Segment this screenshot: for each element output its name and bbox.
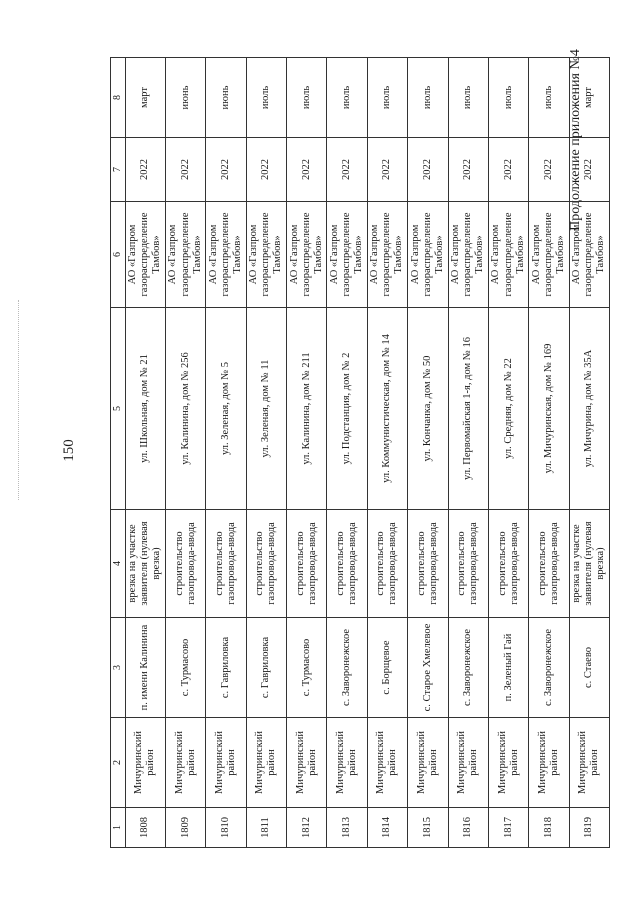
- address-cell: ул. Кончанка, дом № 50: [408, 308, 448, 510]
- organization-cell: АО «Газпром газораспределение Тамбов»: [367, 202, 407, 308]
- row-number-cell: 1815: [408, 808, 448, 848]
- organization-cell: АО «Газпром газораспределение Тамбов»: [327, 202, 367, 308]
- settlement-cell: с. Гавриловка: [246, 618, 286, 718]
- year-cell: 2022: [448, 138, 488, 202]
- settlement-cell: п. Зеленый Гай: [488, 618, 528, 718]
- district-cell: Мичуринский район: [246, 718, 286, 808]
- address-cell: ул. Школьная, дом № 21: [125, 308, 165, 510]
- month-cell: июнь: [165, 58, 205, 138]
- address-cell: ул. Средняя, дом № 22: [488, 308, 528, 510]
- organization-cell: АО «Газпром газораспределение Тамбов»: [408, 202, 448, 308]
- year-cell: 2022: [529, 138, 569, 202]
- work-type-cell: строительство газопровода-ввода: [408, 510, 448, 618]
- year-cell: 2022: [287, 138, 327, 202]
- year-cell: 2022: [327, 138, 367, 202]
- page-number: 150: [60, 439, 77, 462]
- district-cell: Мичуринский район: [488, 718, 528, 808]
- scan-margin-marks: [18, 300, 21, 500]
- table-row: [569, 58, 609, 848]
- work-type-cell: строительство газопровода-ввода: [287, 510, 327, 618]
- district-cell: Мичуринский район: [448, 718, 488, 808]
- month-cell: июль: [287, 58, 327, 138]
- month-cell: июль: [408, 58, 448, 138]
- month-cell: июль: [246, 58, 286, 138]
- organization-cell: АО «Газпром газораспределение Тамбов»: [246, 202, 286, 308]
- column-header: 3: [111, 618, 126, 718]
- address-cell: ул. Первомайская 1-я, дом № 16: [448, 308, 488, 510]
- year-cell: 2022: [206, 138, 246, 202]
- row-number-cell: 1809: [165, 808, 205, 848]
- settlement-cell: с. Старое Хмелевое: [408, 618, 448, 718]
- column-header: 2: [111, 718, 126, 808]
- work-type-cell: строительство газопровода-ввода: [488, 510, 528, 618]
- address-cell: ул. Зеленая, дом № 11: [246, 308, 286, 510]
- address-cell: ул. Мичуринская, дом № 169: [529, 308, 569, 510]
- settlement-cell: с. Заворонежское: [529, 618, 569, 718]
- organization-cell: АО «Газпром газораспределение Тамбов»: [529, 202, 569, 308]
- year-cell: 2022: [246, 138, 286, 202]
- address-cell: ул. Калинина, дом № 211: [287, 308, 327, 510]
- month-cell: март: [125, 58, 165, 138]
- row-number-cell: 1814: [367, 808, 407, 848]
- header-row: [111, 58, 126, 848]
- row-number-cell: 1812: [287, 808, 327, 848]
- district-cell: Мичуринский район: [125, 718, 165, 808]
- organization-cell: АО «Газпром газораспределение Тамбов»: [165, 202, 205, 308]
- organization-cell: АО «Газпром газораспределение Тамбов»: [448, 202, 488, 308]
- address-cell: ул. Зеленая, дом № 5: [206, 308, 246, 510]
- month-cell: июль: [327, 58, 367, 138]
- work-type-cell: врезка на участке заявителя (нулевая врезка): [125, 510, 165, 618]
- schedule-table-container: [110, 58, 610, 848]
- table-row: [165, 58, 205, 848]
- organization-cell: АО «Газпром газораспределение Тамбов»: [125, 202, 165, 308]
- table-row: [488, 58, 528, 848]
- table-row: [448, 58, 488, 848]
- table-row: [367, 58, 407, 848]
- table-row: [408, 58, 448, 848]
- settlement-cell: с. Заворонежское: [448, 618, 488, 718]
- year-cell: 2022: [408, 138, 448, 202]
- column-header: 6: [111, 202, 126, 308]
- settlement-cell: с. Гавриловка: [206, 618, 246, 718]
- year-cell: 2022: [488, 138, 528, 202]
- column-header: 8: [111, 58, 126, 138]
- table-row: [125, 58, 165, 848]
- address-cell: ул. Коммунистическая, дом № 14: [367, 308, 407, 510]
- district-cell: Мичуринский район: [287, 718, 327, 808]
- district-cell: Мичуринский район: [327, 718, 367, 808]
- district-cell: Мичуринский район: [408, 718, 448, 808]
- month-cell: июль: [448, 58, 488, 138]
- month-cell: июль: [367, 58, 407, 138]
- work-type-cell: врезка на участке заявителя (нулевая врезка): [569, 510, 609, 618]
- column-header: 1: [111, 808, 126, 848]
- schedule-table: [110, 57, 610, 848]
- month-cell: март: [569, 58, 609, 138]
- appendix-note: Продолжение приложения №4: [568, 49, 583, 231]
- work-type-cell: строительство газопровода-ввода: [165, 510, 205, 618]
- settlement-cell: с. Турмасово: [165, 618, 205, 718]
- work-type-cell: строительство газопровода-ввода: [367, 510, 407, 618]
- table-row: [327, 58, 367, 848]
- address-cell: ул. Мичурина, дом № 35А: [569, 308, 609, 510]
- settlement-cell: с. Турмасово: [287, 618, 327, 718]
- column-header: 5: [111, 308, 126, 510]
- organization-cell: АО «Газпром газораспределение Тамбов»: [206, 202, 246, 308]
- district-cell: Мичуринский район: [529, 718, 569, 808]
- district-cell: Мичуринский район: [569, 718, 609, 808]
- table-row: [246, 58, 286, 848]
- work-type-cell: строительство газопровода-ввода: [246, 510, 286, 618]
- month-cell: июль: [529, 58, 569, 138]
- row-number-cell: 1819: [569, 808, 609, 848]
- district-cell: Мичуринский район: [367, 718, 407, 808]
- organization-cell: АО «Газпром газораспределение Тамбов»: [287, 202, 327, 308]
- table-row: [287, 58, 327, 848]
- settlement-cell: с. Борщевое: [367, 618, 407, 718]
- column-header: 4: [111, 510, 126, 618]
- year-cell: 2022: [165, 138, 205, 202]
- address-cell: ул. Подстанция, дом № 2: [327, 308, 367, 510]
- month-cell: июнь: [206, 58, 246, 138]
- settlement-cell: с. Стаево: [569, 618, 609, 718]
- table-body: [125, 58, 610, 848]
- settlement-cell: с. Заворонежское: [327, 618, 367, 718]
- organization-cell: АО «Газпром газораспределение Тамбов»: [488, 202, 528, 308]
- table-row: [529, 58, 569, 848]
- district-cell: Мичуринский район: [206, 718, 246, 808]
- month-cell: июль: [488, 58, 528, 138]
- row-number-cell: 1818: [529, 808, 569, 848]
- table-row: [206, 58, 246, 848]
- work-type-cell: строительство газопровода-ввода: [206, 510, 246, 618]
- work-type-cell: строительство газопровода-ввода: [327, 510, 367, 618]
- row-number-cell: 1810: [206, 808, 246, 848]
- year-cell: 2022: [125, 138, 165, 202]
- district-cell: Мичуринский район: [165, 718, 205, 808]
- address-cell: ул. Калинина, дом № 256: [165, 308, 205, 510]
- year-cell: 2022: [569, 138, 609, 202]
- row-number-cell: 1811: [246, 808, 286, 848]
- settlement-cell: п. имени Калинина: [125, 618, 165, 718]
- row-number-cell: 1808: [125, 808, 165, 848]
- work-type-cell: строительство газопровода-ввода: [448, 510, 488, 618]
- column-header: 7: [111, 138, 126, 202]
- work-type-cell: строительство газопровода-ввода: [529, 510, 569, 618]
- row-number-cell: 1816: [448, 808, 488, 848]
- row-number-cell: 1813: [327, 808, 367, 848]
- year-cell: 2022: [367, 138, 407, 202]
- row-number-cell: 1817: [488, 808, 528, 848]
- organization-cell: АО «Газпром газораспределение Тамбов»: [569, 202, 609, 308]
